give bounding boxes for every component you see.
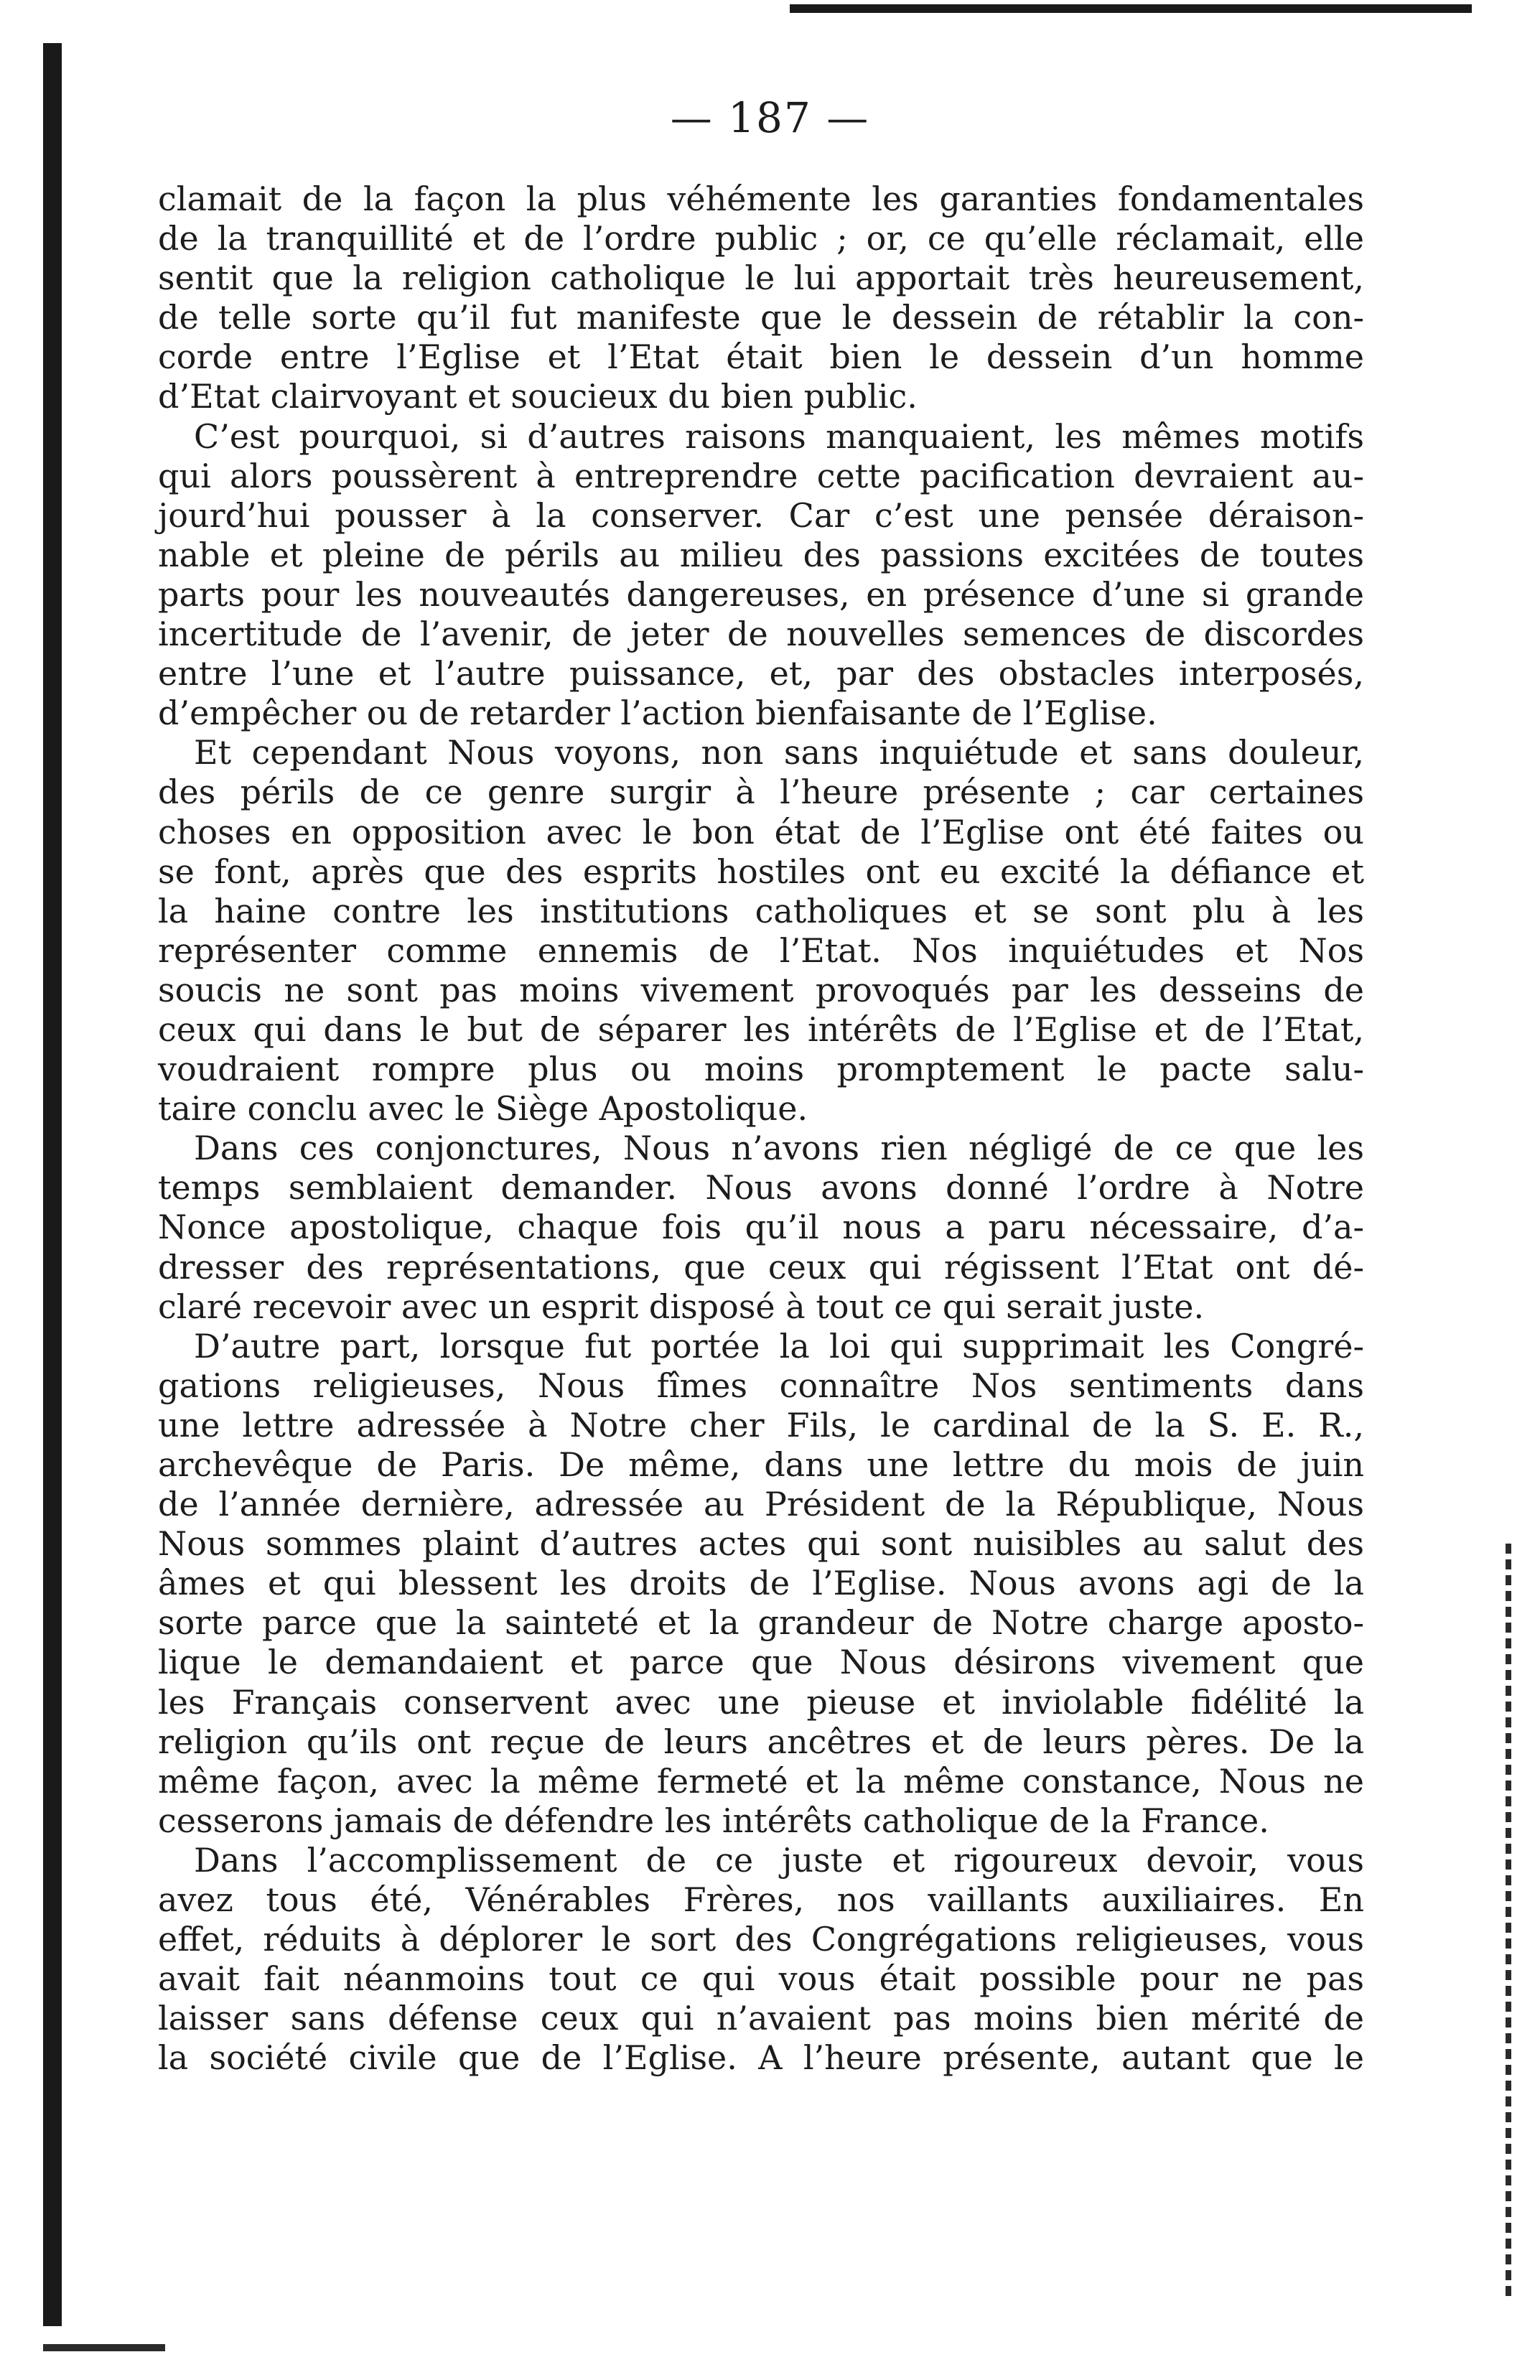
paragraph (158, 1327, 1364, 1841)
text-line: de l’année dernière, adressée au Président de la République, Nous (158, 1485, 1364, 1524)
paragraph (158, 1841, 1364, 2078)
text-line: entre l’une et l’autre puissance, et, par des obstacles interposés, (158, 654, 1364, 694)
text-line: ceux qui dans le but de séparer les intérêts de l’Eglise et de l’Etat, (158, 1009, 1364, 1049)
text-line: religion qu’ils ont reçue de leurs ancêtres et de leurs pères. De la (158, 1722, 1364, 1761)
text-line: une lettre adressée à Notre cher Fils, le cardinal de la S. E. R., (158, 1405, 1364, 1445)
text-line: des périls de ce genre surgir à l’heure présente ; car certaines (158, 773, 1364, 812)
scan-edge-bottom (43, 2344, 165, 2351)
text-line: voudraient rompre plus ou moins promptement le pacte salu- (158, 1050, 1364, 1089)
text-line: corde entre l’Eglise et l’Etat était bien le dessein d’un homme (158, 337, 1364, 377)
text-line: avait fait néanmoins tout ce qui vous était possible pour ne pas (158, 1959, 1364, 1999)
text-line: cesserons jamais de défendre les intérêts catholique de la France. (158, 1801, 1269, 1840)
text-line: effet, réduits à déplorer le sort des Congrégations religieuses, vous (158, 1920, 1364, 1959)
text-line: sentit que la religion catholique le lui apportait très heureusement, (158, 258, 1364, 298)
text-line: Nonce apostolique, chaque fois qu’il nous a paru nécessaire, d’a- (158, 1208, 1364, 1247)
text-line: d’Etat clairvoyant et soucieux du bien public. (158, 377, 918, 416)
text-line: représenter comme ennemis de l’Etat. Nos inquiétudes et Nos (158, 930, 1364, 970)
page-number: — 187 — (670, 93, 870, 142)
text-line: jourd’hui pousser à la conserver. Car c’est une pensée déraison- (158, 495, 1364, 535)
text-line: Dans l’accomplissement de ce juste et rigoureux devoir, vous (194, 1840, 1364, 1880)
text-line: qui alors poussèrent à entreprendre cette pacification devraient au- (158, 456, 1364, 495)
text-line: Dans ces conjonctures, Nous n’avons rien négligé de ce que les (194, 1129, 1364, 1168)
scan-edge-right (1506, 1544, 1511, 2297)
text-line: avez tous été, Vénérables Frères, nos vaillants auxiliaires. En (158, 1880, 1364, 1920)
text-line: Et cependant Nous voyons, non sans inquiétude et sans douleur, (194, 733, 1364, 773)
text-line: de telle sorte qu’il fut manifeste que le dessein de rétablir la con- (158, 298, 1364, 337)
text-line: d’empêcher ou de retarder l’action bienfaisante de l’Eglise. (158, 694, 1157, 733)
text-line: lique le demandaient et parce que Nous désirons vivement que (158, 1643, 1364, 1682)
text-line: choses en opposition avec le bon état de l’Eglise ont été faites ou (158, 812, 1364, 851)
text-line: C’est pourquoi, si d’autres raisons manquaient, les mêmes motifs (194, 416, 1364, 456)
text-line: même façon, avec la même fermeté et la même constance, Nous ne (158, 1761, 1364, 1801)
text-line: dresser des représentations, que ceux qui régissent l’Etat ont dé- (158, 1247, 1364, 1287)
text-line: la société civile que de l’Eglise. A l’heure présente, autant que le (158, 2038, 1364, 2078)
text-line: sorte parce que la sainteté et la grandeur de Notre charge aposto- (158, 1603, 1364, 1643)
text-line: taire conclu avec le Siège Apostolique. (158, 1089, 808, 1129)
paragraph (158, 1129, 1364, 1326)
text-line: claré recevoir avec un esprit disposé à tout ce qui serait juste. (158, 1287, 1205, 1326)
text-line: laisser sans défense ceux qui n’avaient pas moins bien mérité de (158, 1999, 1364, 2038)
text-line: clamait de la façon la plus véhémente les garanties fondamentales (158, 179, 1364, 218)
paragraph (158, 179, 1364, 417)
text-line: âmes et qui blessent les droits de l’Eglise. Nous avons agi de la (158, 1564, 1364, 1603)
text-line: gations religieuses, Nous fîmes connaître Nos sentiments dans (158, 1366, 1364, 1405)
text-line: temps semblaient demander. Nous avons donné l’ordre à Notre (158, 1168, 1364, 1208)
text-line: parts pour les nouveautés dangereuses, en présence d’une si grande (158, 574, 1364, 614)
text-line: de la tranquillité et de l’ordre public ; or, ce qu’elle réclamait, elle (158, 219, 1364, 258)
paragraph (158, 417, 1364, 734)
text-line: Nous sommes plaint d’autres actes qui sont nuisibles au salut des (158, 1524, 1364, 1564)
text-line: D’autre part, lorsque fut portée la loi qui supprimait les Congré- (194, 1326, 1364, 1366)
paragraph (158, 733, 1364, 1129)
body-text (158, 179, 1364, 2078)
text-line: les Français conservent avec une pieuse et inviolable fidélité la (158, 1682, 1364, 1722)
text-line: archevêque de Paris. De même, dans une lettre du mois de juin (158, 1445, 1364, 1484)
text-line: incertitude de l’avenir, de jeter de nouvelles semences de discordes (158, 615, 1364, 654)
scan-edge-top (790, 4, 1472, 13)
text-line: soucis ne sont pas moins vivement provoqués par les desseins de (158, 970, 1364, 1009)
text-line: se font, après que des esprits hostiles ont eu excité la défiance et (158, 851, 1364, 891)
scan-edge-left (43, 43, 62, 2326)
text-line: la haine contre les institutions catholiques et se sont plu à les (158, 891, 1364, 930)
text-line: nable et pleine de périls au milieu des passions excitées de toutes (158, 535, 1364, 574)
